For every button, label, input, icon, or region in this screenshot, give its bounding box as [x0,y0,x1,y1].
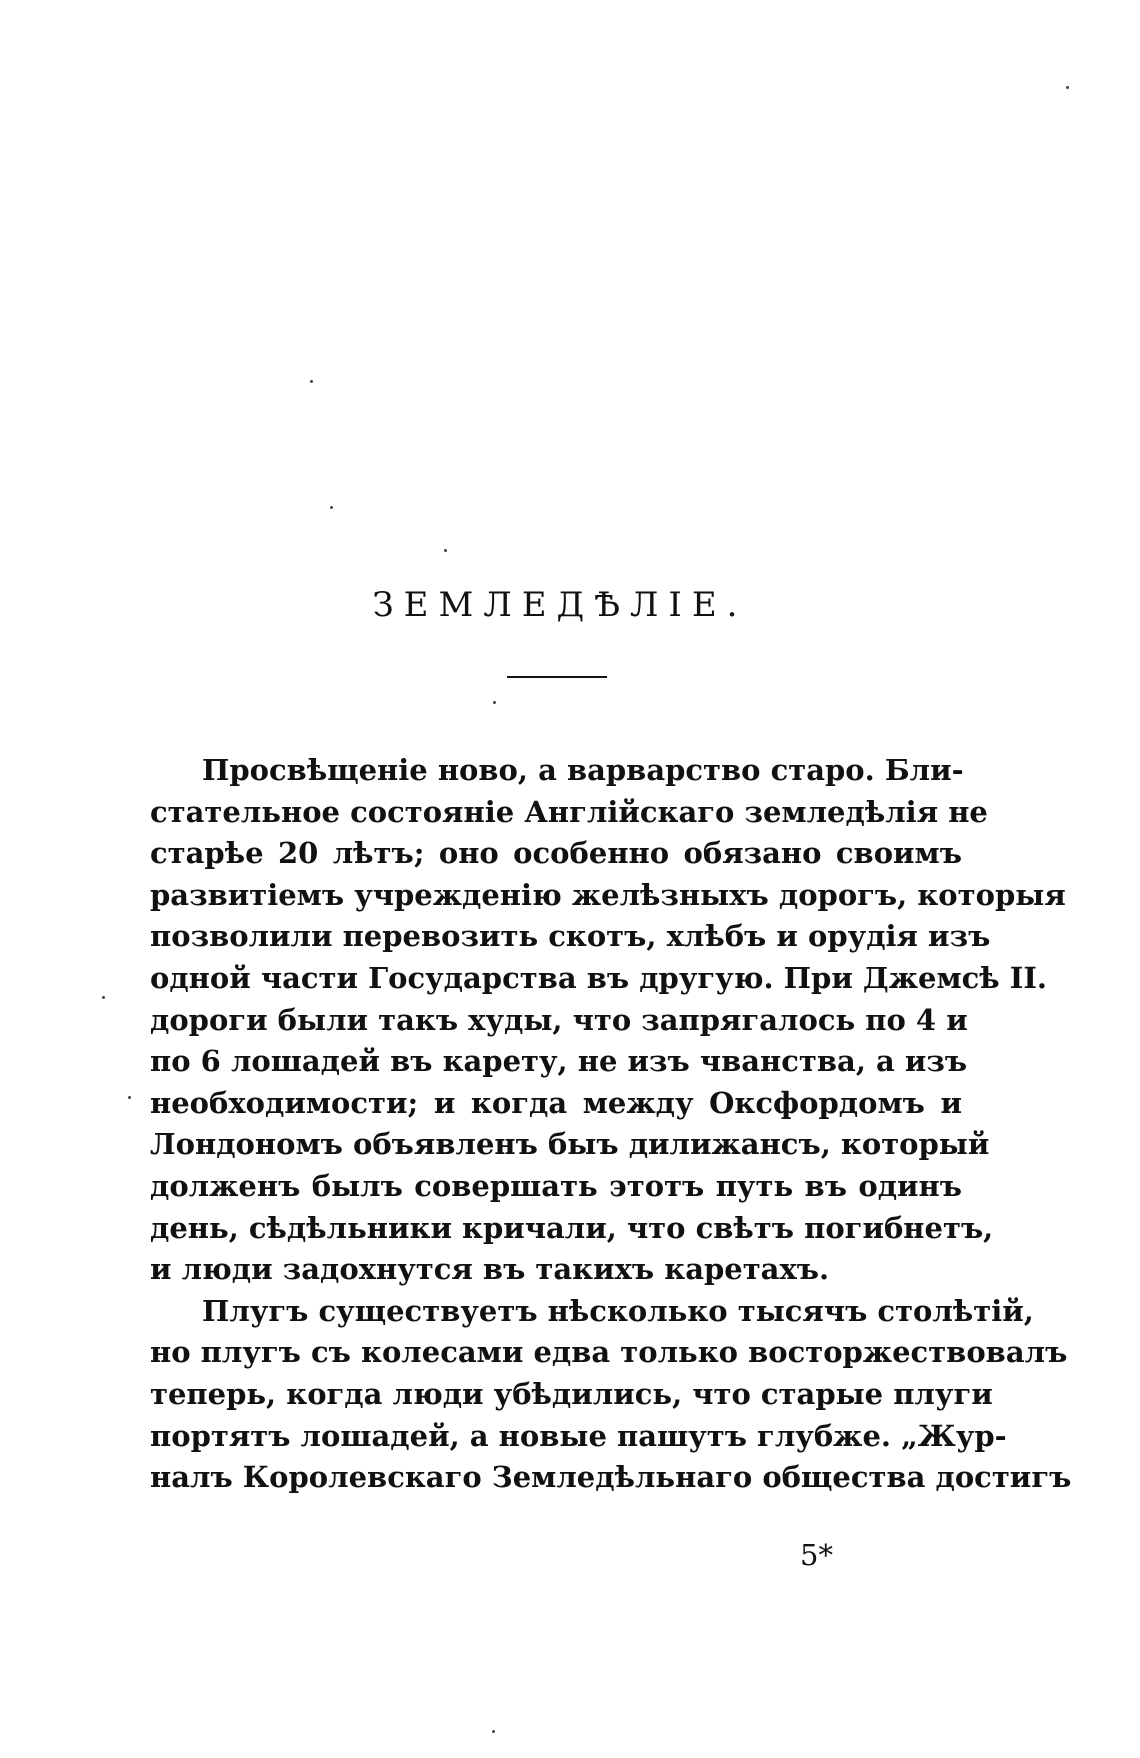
scan-speck [310,380,313,383]
scan-speck [493,701,496,704]
text-line: стательное состояніе Англійскаго земледѣлія не [150,794,988,829]
text-line: дороги были такъ худы, что запрягалось по 4 и [150,1002,968,1037]
text-line: долженъ былъ совершать этотъ путь въ одинъ [150,1168,962,1203]
scan-speck [128,1096,131,1099]
text-line: Просвѣщеніе ново, а варварство старо. Бли- [202,753,964,787]
scan-speck [1066,86,1069,89]
text-line: Плугъ существуетъ нѣсколько тысячъ столѣтій, [202,1293,1034,1328]
text-line: старѣе 20 лѣтъ; оно особенно обязано своимъ [150,836,962,871]
text-line: Лондономъ объявленъ быъ дилижансъ, который [150,1127,990,1162]
text-line: но плугъ съ колесами едва только восторжествовалъ [150,1335,1068,1370]
scan-speck [492,1730,495,1733]
text-line: день, сѣдѣльники кричали, что свѣтъ погибнетъ, [150,1210,994,1245]
text-line: налъ Королевскаго Земледѣльнаго общества достигъ [150,1460,1072,1495]
page-signature: 5* [800,1538,833,1572]
text-line: необходимости; и когда между Оксфордомъ и [150,1085,962,1120]
text-line: одной части Государства въ другую. При Джемсѣ II. [150,960,1048,995]
text-line: теперь, когда люди убѣдились, что старые плуги [150,1376,993,1411]
body-text [150,750,1072,1499]
text-line: и люди задохнутся въ такихъ каретахъ. [150,1252,830,1287]
title-divider [507,676,607,678]
scan-speck [444,549,447,552]
scan-speck [330,506,333,509]
text-line: по 6 лошадей въ карету, не изъ чванства, а изъ [150,1044,968,1079]
text-line: портятъ лошадей, а новые пашутъ глубже. „Жур- [150,1418,1007,1453]
text-line: позволили перевозить скотъ, хлѣбъ и орудія изъ [150,919,991,954]
scan-speck [102,996,105,999]
text-line: развитіемъ учрежденію желѣзныхъ дорогъ, которыя [150,877,1066,912]
chapter-title: ЗЕМЛЕДѢЛІЕ. [372,585,748,625]
